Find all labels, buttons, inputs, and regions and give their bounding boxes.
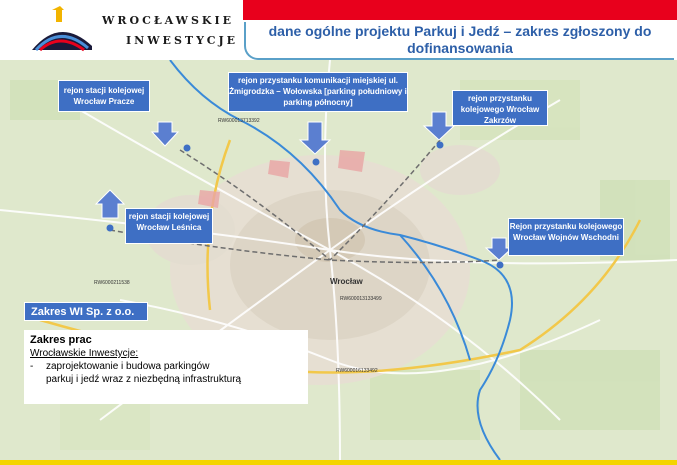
label-zmigrodzka: rejon przystanku komunikacji miejskiej ul. Żmigrodzka – Wołowska [parking południowy i parking północny]: [228, 72, 408, 112]
label-lesnica: rejon stacji kolejowej Wrocław Leśnica: [125, 208, 213, 244]
scope-item-line1: zaprojektowanie i budowa parkingów: [46, 361, 210, 372]
footer-bar: [0, 460, 677, 465]
scope-box: [24, 330, 308, 404]
title-line1: dane ogólne projektu Parkuj i Jedź – zakres zgłoszony do: [268, 23, 652, 39]
map-code-3: RW600016133492: [336, 368, 378, 374]
label-zakrzow: rejon przystanku kolejowego Wrocław Zakrzów: [452, 90, 548, 126]
map-code-2: RW600013133499: [340, 296, 382, 302]
label-wojnow: Rejon przystanku kolejowego Wrocław Wojnów Wschodni: [508, 218, 624, 256]
logo-text-line2: INWESTYCJE: [126, 34, 239, 47]
wi-scope-label: Zakres WI Sp. z o.o.: [24, 302, 148, 321]
scope-org: Wrocławskie Inwestycje:: [30, 348, 139, 359]
page-title: [246, 23, 674, 57]
scope-item-dash: -: [30, 361, 34, 372]
header-red-bar: [243, 0, 677, 20]
logo-bridge-icon: [30, 6, 100, 52]
title-line2: dofinansowania: [407, 40, 513, 56]
map-code-1: RW600013713392: [218, 118, 260, 124]
scope-item-line2: parkuj i jedź wraz z niezbędną infrastrukturą: [46, 374, 242, 385]
label-pracze: rejon stacji kolejowej Wrocław Pracze: [58, 80, 150, 112]
scope-heading: Zakres prac: [30, 334, 92, 346]
title-box: [244, 22, 674, 60]
logo: [30, 6, 239, 52]
logo-text-line1: WROCŁAWSKIE: [102, 14, 235, 27]
map-code-4: RW6000211538: [94, 280, 130, 286]
map-city-label: Wrocław: [330, 277, 363, 286]
scope-item: [30, 360, 302, 373]
header: [0, 0, 677, 60]
